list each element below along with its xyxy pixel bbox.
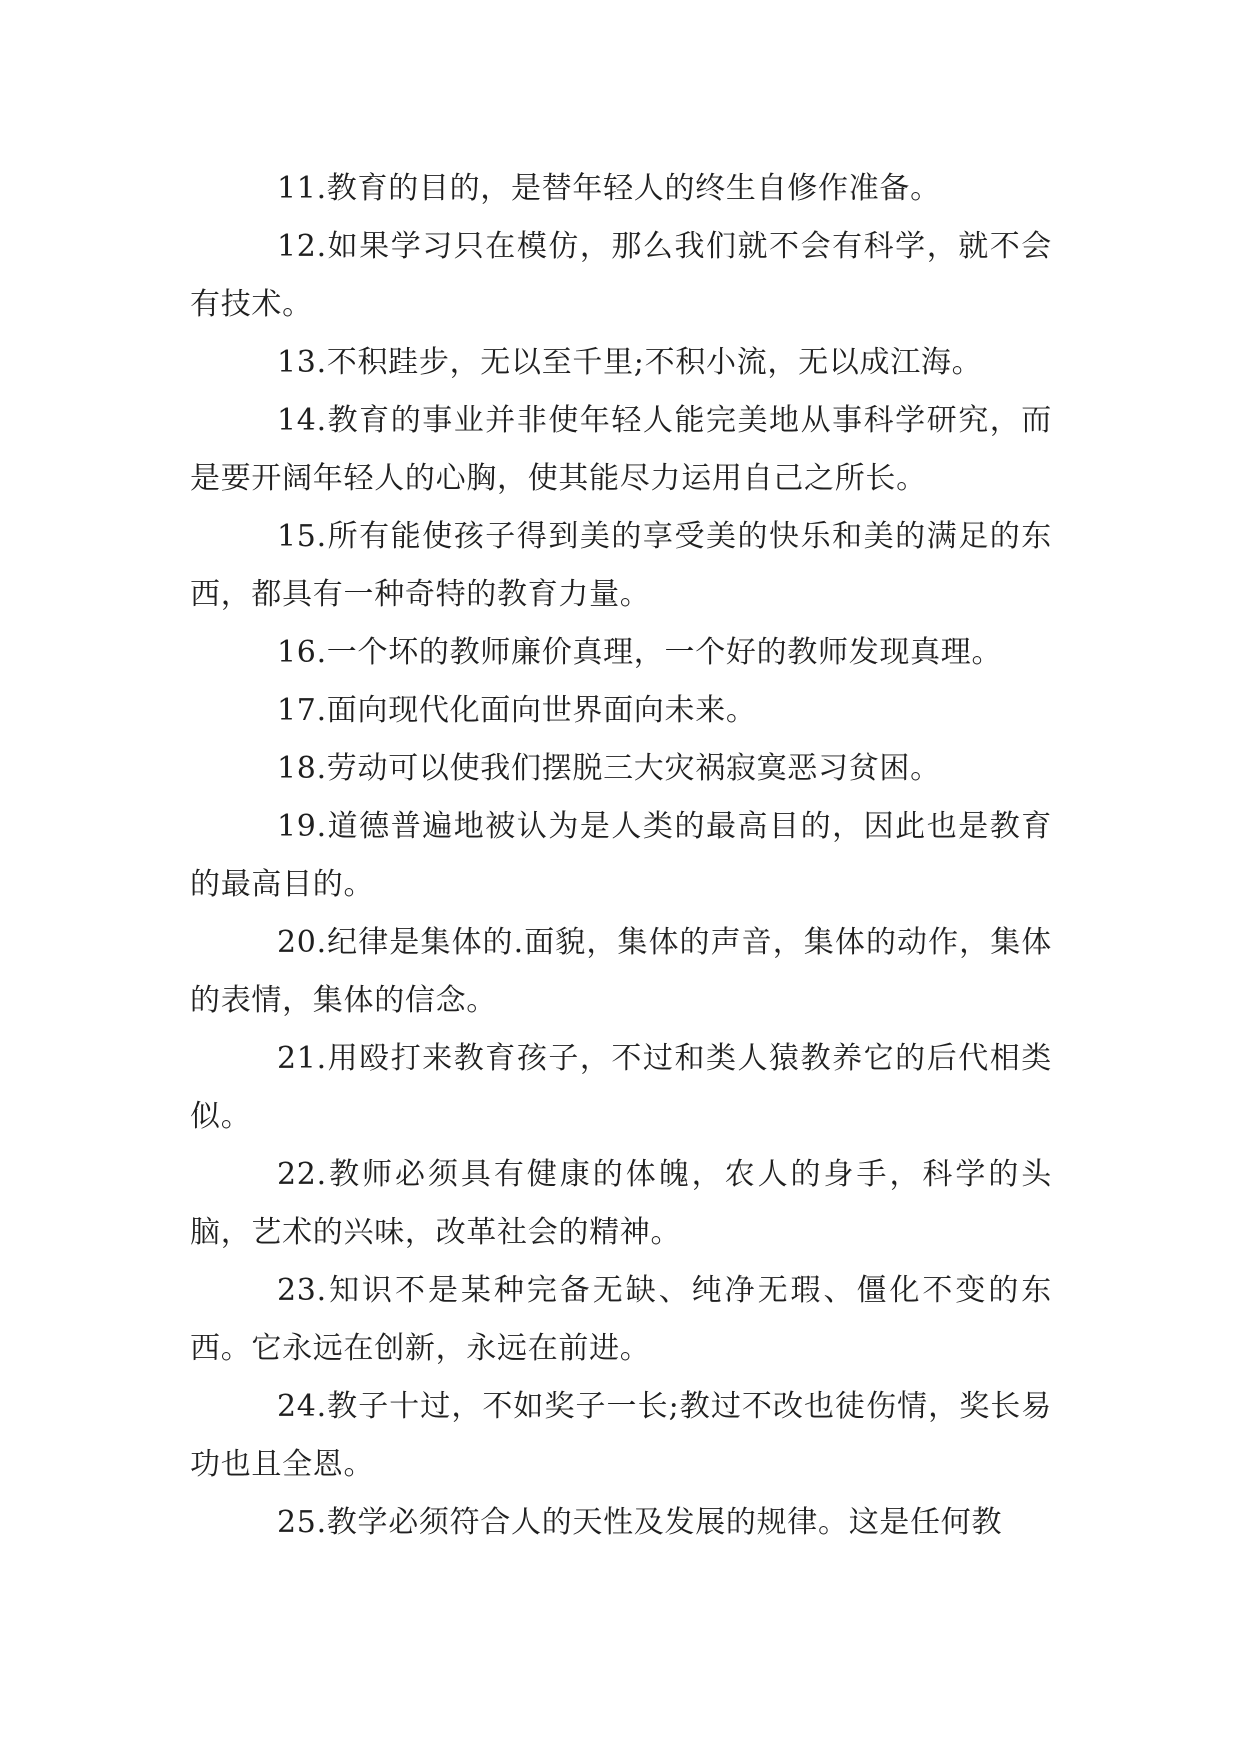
paragraph-11: 11.教育的目的，是替年轻人的终生自修作准备。 [277,171,941,206]
paragraph-13: 13.不积跬步，无以至千里;不积小流，无以成江海。 [277,345,983,380]
paragraph-19: 19.道德普遍地被认为是人类的最高目的，因此也是教育的最高目的。 [190,809,1052,902]
paragraph-15: 15.所有能使孩子得到美的享受美的快乐和美的满足的东西，都具有一种奇特的教育力量。 [190,519,1052,612]
paragraph-23: 23.知识不是某种完备无缺、纯净无瑕、僵化不变的东西。它永远在创新，永远在前进。 [190,1273,1052,1366]
paragraph-21: 21.用殴打来教育孩子，不过和类人猿教养它的后代相类似。 [190,1041,1052,1134]
paragraph-18: 18.劳动可以使我们摆脱三大灾祸寂寞恶习贫困。 [277,751,941,786]
paragraph-20: 20.纪律是集体的.面貌，集体的声音，集体的动作，集体的表情，集体的信念。 [190,925,1052,1018]
paragraph-14: 14.教育的事业并非使年轻人能完美地从事科学研究，而是要开阔年轻人的心胸，使其能尽力运用自己之所长。 [190,403,1052,496]
paragraph-25: 25.教学必须符合人的天性及发展的规律。这是任何教 [277,1505,1003,1540]
paragraph-22: 22.教师必须具有健康的体魄，农人的身手，科学的头脑，艺术的兴味，改革社会的精神。 [190,1157,1052,1250]
paragraph-12: 12.如果学习只在模仿，那么我们就不会有科学，就不会有技术。 [190,229,1052,322]
document-body [190,160,1052,1552]
paragraph-17: 17.面向现代化面向世界面向未来。 [277,693,757,728]
paragraph-24: 24.教子十过，不如奖子一长;教过不改也徒伤情，奖长易功也且全恩。 [190,1389,1052,1482]
paragraph-16: 16.一个坏的教师廉价真理，一个好的教师发现真理。 [277,635,1003,670]
